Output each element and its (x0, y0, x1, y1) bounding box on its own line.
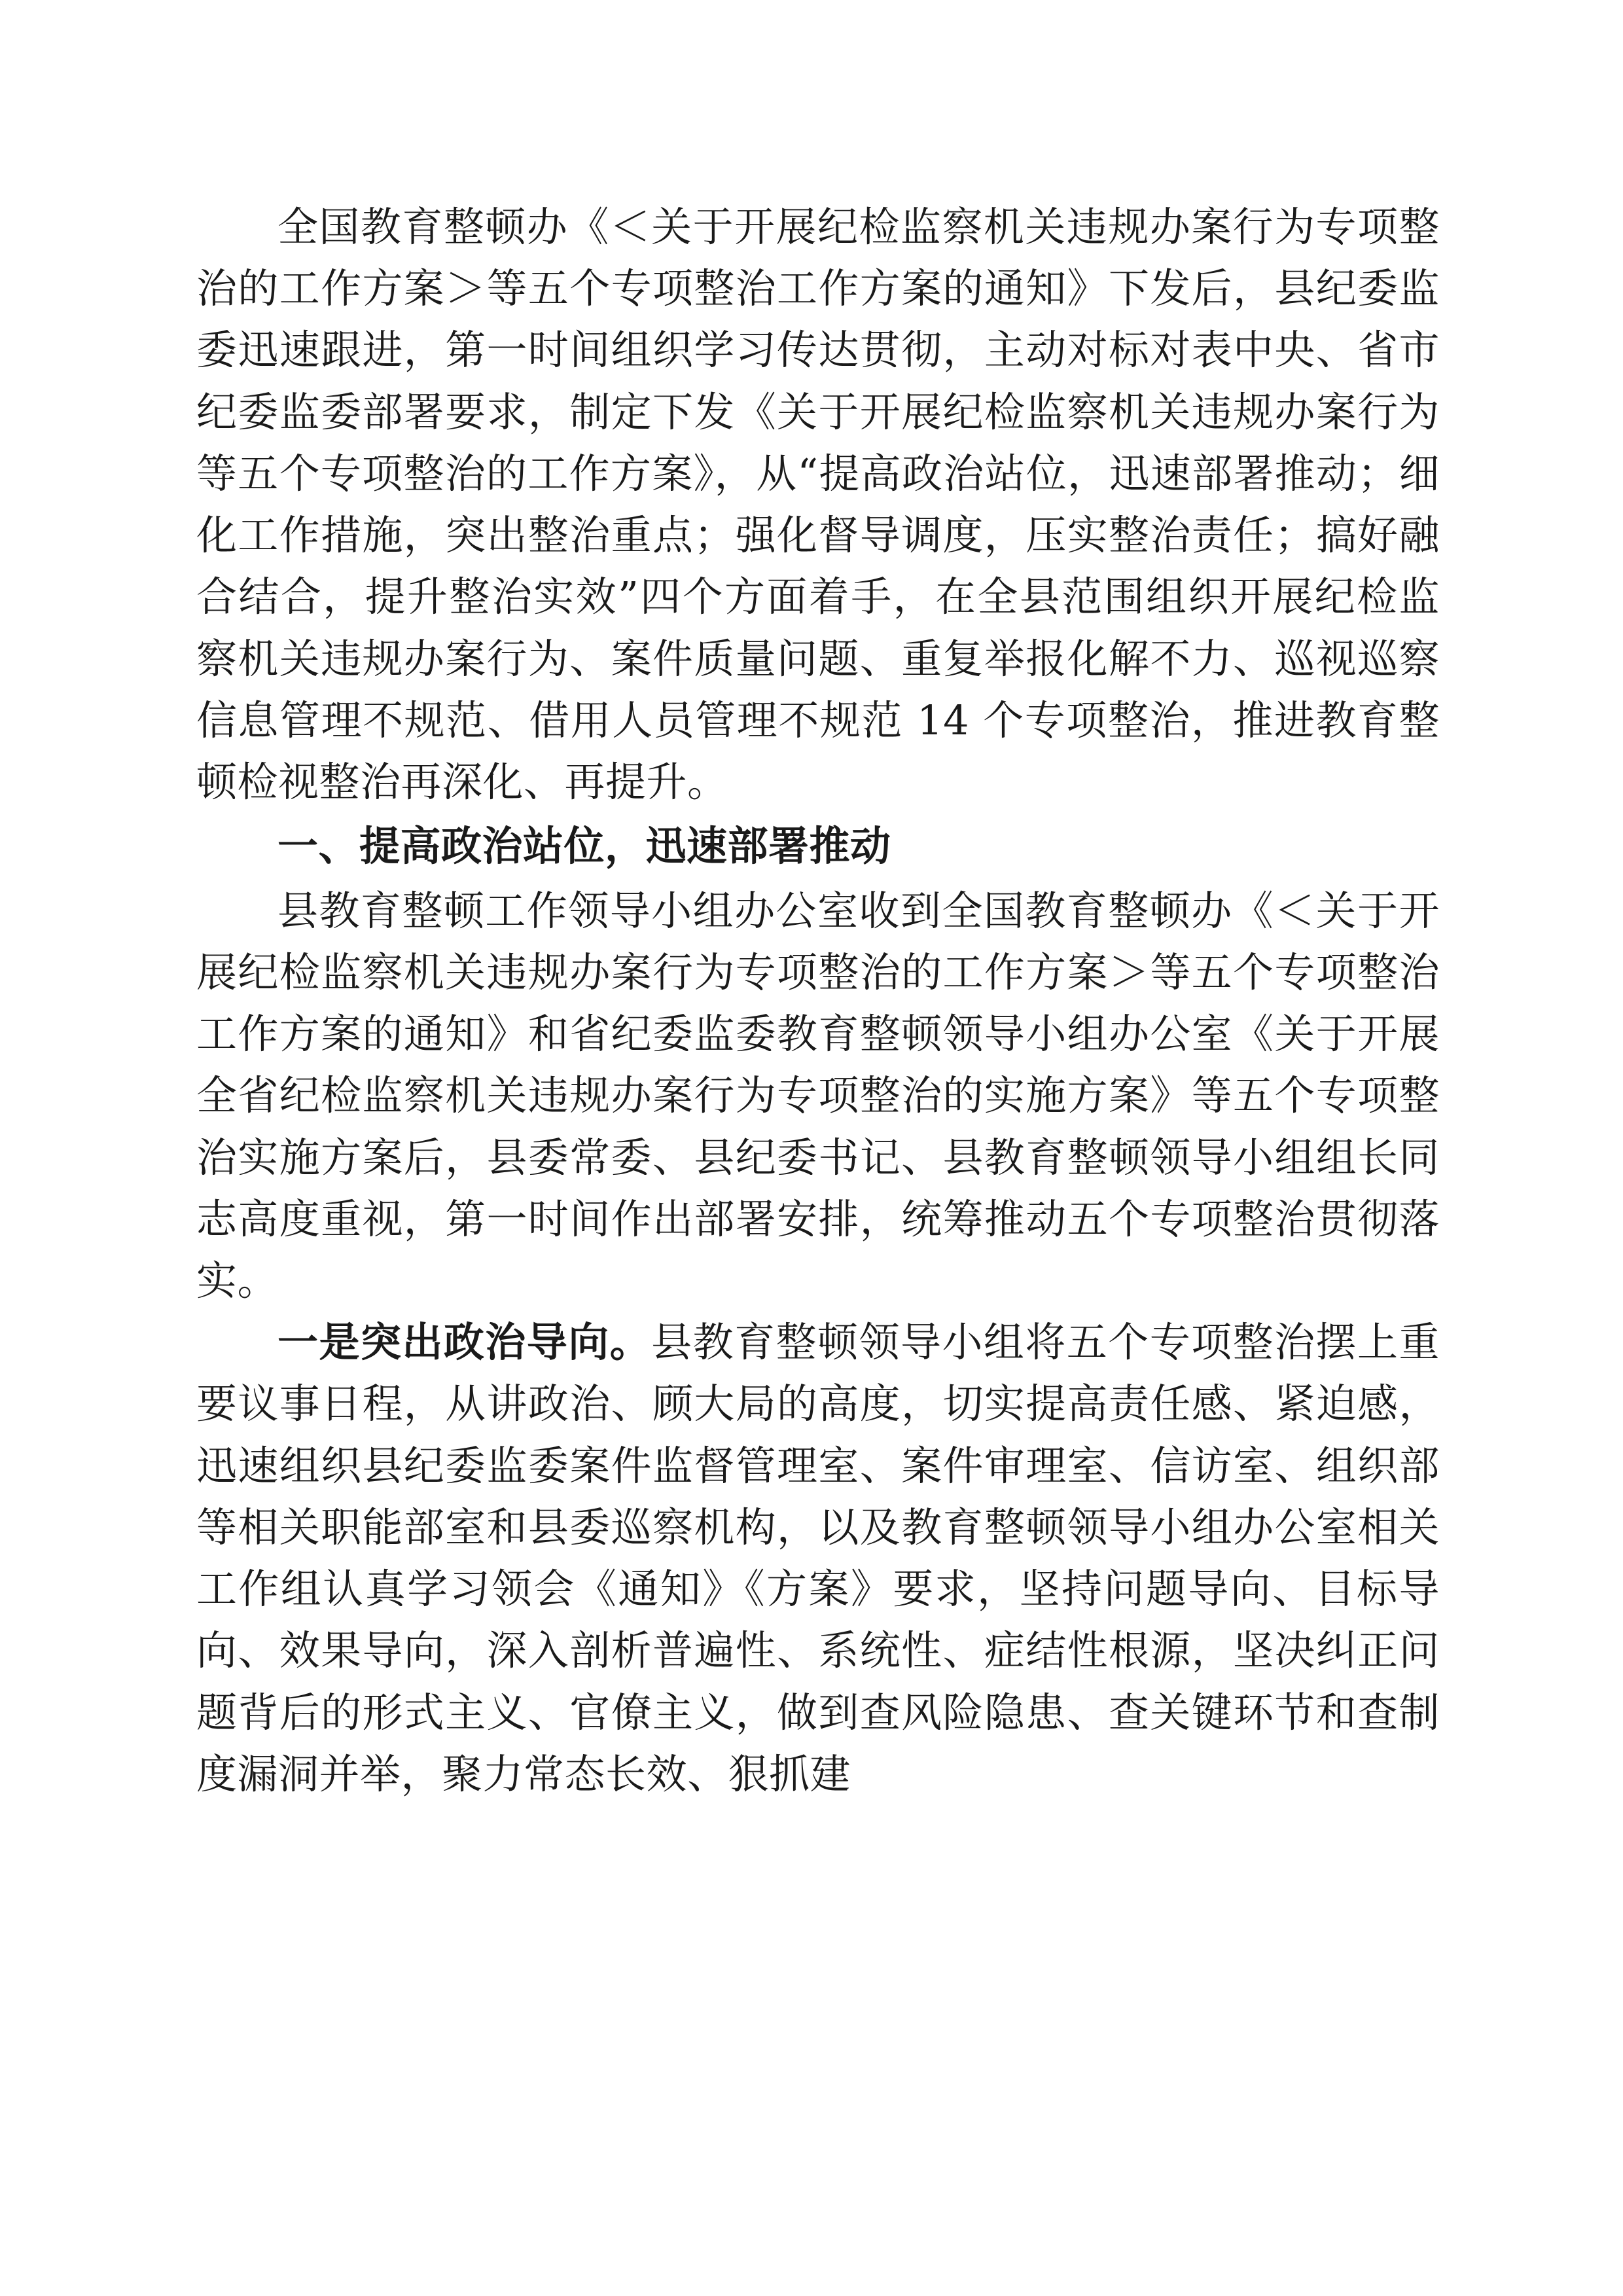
paragraph-intro: 全国教育整顿办《＜关于开展纪检监察机关违规办案行为专项整治的工作方案＞等五个专项整治工作方案的通知》下发后，县纪委监委迅速跟进，第一时间组织学习传达贯彻，主动对标对表中央、省市纪委监委部署要求，制定下发《关于开展纪检监察机关违规办案行为等五个专项整治的工作方案》，从“提高政治站位，迅速部署推动；细化工作措施，突出整治重点；强化督导调度，压实整治责任；搞好融合结合，提升整治实效”四个方面着手，在全县范围组织开展纪检监察机关违规办案行为、案件质量问题、重复举报化解不力、巡视巡察信息管理不规范、借用人员管理不规范 14 个专项整治，推进教育整顿检视整治再深化、再提升。 (196, 203, 1440, 806)
paragraph-section-1-body: 县教育整顿工作领导小组办公室收到全国教育整顿办《＜关于开展纪检监察机关违规办案行为专项整治的工作方案＞等五个专项整治工作方案的通知》和省纪委监委教育整顿领导小组办公室《关于开展全省纪检监察机关违规办案行为专项整治的实施方案》等五个专项整治实施方案后，县委常委、县纪委书记、县教育整顿领导小组组长同志高度重视，第一时间作出部署安排，统筹推动五个专项整治贯彻落实。 (196, 886, 1440, 1304)
paragraph-item-1 (196, 1312, 1440, 1805)
paragraph-item-1-text: 县教育整顿领导小组将五个专项整治摆上重要议事日程，从讲政治、顾大局的高度，切实提高责任感、紧迫感，迅速组织县纪委监委案件监督管理室、案件审理室、信访室、组织部等相关职能部室和县委巡察机构，以及教育整顿领导小组办公室相关工作组认真学习领会《通知》《方案》要求，坚持问题导向、目标导向、效果导向，深入剖析普遍性、系统性、症结性根源，坚决纠正问题背后的形式主义、官僚主义，做到查风险隐患、查关键环节和查制度漏洞并举，聚力常态长效、狠抓建 (196, 1318, 1440, 1798)
paragraph-item-1-lead: 一是突出政治导向。 (277, 1318, 652, 1367)
section-heading-1: 一、提高政治站位，迅速部署推动 (277, 822, 891, 870)
document-body (196, 196, 1440, 1805)
